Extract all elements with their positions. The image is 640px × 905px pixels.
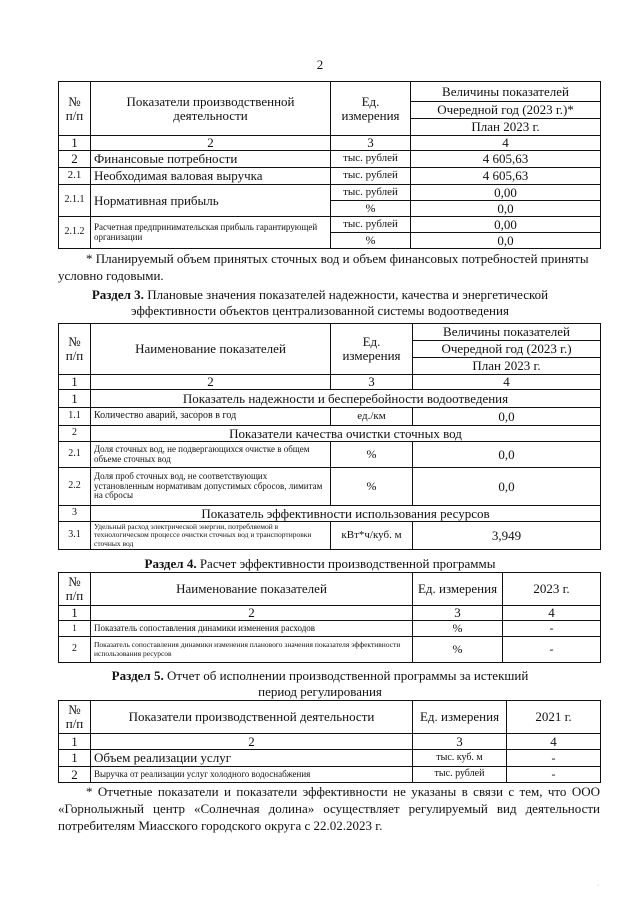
row-name: Доля сточных вод, не подвергающихся очистке в общем объеме сточных вод (91, 442, 331, 468)
table-row (59, 408, 601, 426)
header-unit: Ед. измерения (331, 82, 411, 136)
row-name: Необходимая валовая выручка (91, 168, 331, 185)
row-num: 2 (59, 767, 91, 783)
group-num: 2 (59, 426, 91, 442)
row-num: 1.1 (59, 408, 91, 426)
row-name: Показатель сопоставления динамики изменения расходов (91, 621, 413, 637)
header-indicator: Наименование показателей (91, 324, 331, 375)
table-row (59, 217, 601, 233)
row-value: 0,0 (413, 442, 601, 468)
index-cell: 3 (413, 734, 507, 750)
index-cell: 1 (59, 734, 91, 750)
group-title: Показатель эффективности использования ресурсов (91, 506, 601, 522)
row-num: 2.1 (59, 442, 91, 468)
group-row (59, 426, 601, 442)
index-cell: 3 (331, 375, 413, 390)
section-4-title: Расчет эффективности производственной программы (196, 556, 496, 571)
row-value: 0,00 (411, 217, 601, 233)
row-name: Финансовые потребности (91, 151, 331, 168)
row-name: Выручка от реализации услуг холодного водоснабжения (91, 767, 413, 783)
row-name: Доля проб сточных вод, не соответствующих установленным нормативам допустимых сбросов, лимитам на сбросы (91, 468, 331, 506)
header-values: Величины показателей (411, 82, 601, 102)
table-row (59, 621, 601, 637)
report-table (58, 700, 601, 783)
header-plan: План 2023 г. (411, 119, 601, 136)
table-row (59, 767, 601, 783)
page-number: 2 (316, 57, 324, 72)
row-num: 2 (59, 151, 91, 168)
index-cell: 2 (91, 375, 331, 390)
section-5-title: Отчет об исполнении производственной программы за истекший период регулирования (163, 668, 529, 699)
header-num: № п/п (59, 701, 91, 734)
row-value: - (507, 767, 601, 783)
header-unit: Ед. измерения (413, 573, 503, 606)
row-value: 3,949 (413, 522, 601, 550)
group-title: Показатель надежности и бесперебойности водоотведения (91, 390, 601, 408)
section-5-label: Раздел 5. (111, 668, 164, 683)
header-unit: Ед. измерения (413, 701, 507, 734)
row-unit: тыс. рублей (413, 767, 507, 783)
row-value: 0,0 (411, 201, 601, 217)
row-num: 2 (59, 637, 91, 663)
header-num: № п/п (59, 573, 91, 606)
note-2: * Отчетные показатели и показатели эффективности не указаны в связи с тем, что ООО «Горнолыжный центр «Солнечная долина» осуществляет регулируемый вид деятельности потребителям Миасского городского округа с 22.02.2023 г. (58, 784, 600, 833)
section-4-label: Раздел 4. (144, 556, 197, 571)
row-num: 2.2 (59, 468, 91, 506)
row-name: Объем реализации услуг (91, 750, 413, 767)
table-row (59, 750, 601, 767)
index-cell: 2 (91, 734, 413, 750)
row-num: 1 (59, 621, 91, 637)
row-unit: % (331, 468, 413, 506)
header-unit: Ед. измерения (331, 324, 413, 375)
row-unit: % (331, 233, 411, 249)
index-cell: 2 (91, 136, 331, 151)
table-row (59, 442, 601, 468)
row-value: - (503, 621, 601, 637)
header-year: 2021 г. (507, 701, 601, 734)
row-unit: тыс. куб. м (413, 750, 507, 767)
row-num: 2.1.2 (59, 217, 91, 249)
row-value: 4 605,63 (411, 168, 601, 185)
row-value: 4 605,63 (411, 151, 601, 168)
section-5-heading (100, 668, 540, 700)
row-unit: % (413, 637, 503, 663)
index-cell: 4 (503, 606, 601, 621)
table-row (59, 168, 601, 185)
header-values: Величины показателей (413, 324, 601, 341)
row-unit: % (331, 201, 411, 217)
row-unit: % (413, 621, 503, 637)
row-name: Расчетная предпринимательская прибыль гарантирующей организации (91, 217, 331, 249)
group-title: Показатели качества очистки сточных вод (91, 426, 601, 442)
index-cell: 4 (507, 734, 601, 750)
index-cell: 1 (59, 375, 91, 390)
row-name: Показатель сопоставления динамики изменения планового значения показателя эффективности использования ресурсов (91, 637, 413, 663)
header-next-year: Очередной год (2023 г.)* (411, 102, 601, 119)
efficiency-table (58, 572, 601, 663)
row-value: 0,0 (413, 468, 601, 506)
row-unit: тыс. рублей (331, 151, 411, 168)
row-value: 0,0 (411, 233, 601, 249)
group-row (59, 506, 601, 522)
section-3-title: Плановые значения показателей надежности, качества и энергетической эффективности объектов централизованной системы водоотведения (131, 287, 549, 318)
table-row (59, 185, 601, 201)
row-unit: кВт*ч/куб. м (331, 522, 413, 550)
group-num: 1 (59, 390, 91, 408)
header-indicator: Наименование показателей (91, 573, 413, 606)
reliability-indicators-table (58, 323, 601, 550)
index-cell: 2 (91, 606, 413, 621)
row-value: 0,0 (413, 408, 601, 426)
header-year: 2023 г. (503, 573, 601, 606)
row-name: Количество аварий, засоров в год (91, 408, 331, 426)
index-cell: 3 (413, 606, 503, 621)
index-cell: 3 (331, 136, 411, 151)
row-value: - (507, 750, 601, 767)
row-num: 1 (59, 750, 91, 767)
section-3-heading (60, 287, 580, 319)
header-next-year: Очередной год (2023 г.) (413, 341, 601, 358)
row-unit: % (331, 442, 413, 468)
row-value: 0,00 (411, 185, 601, 201)
index-cell: 4 (411, 136, 601, 151)
row-value: - (503, 637, 601, 663)
row-unit: ед./км (331, 408, 413, 426)
index-cell: 4 (413, 375, 601, 390)
row-name: Нормативная прибыль (91, 185, 331, 217)
table-row (59, 468, 601, 506)
note-1: * Планируемый объем принятых сточных вод и объем финансовых потребностей приняты условно годовыми. (58, 251, 589, 283)
group-row (59, 390, 601, 408)
section-3-label: Раздел 3. (91, 287, 144, 302)
row-name: Удельный расход электрической энергии, потребляемой в технологическом процессе очистки сточных вод и транспортировки сточных вод (91, 522, 331, 550)
row-unit: тыс. рублей (331, 217, 411, 233)
header-plan: План 2023 г. (413, 358, 601, 375)
header-num: № п/п (59, 82, 91, 136)
index-cell: 1 (59, 136, 91, 151)
row-unit: тыс. рублей (331, 185, 411, 201)
table-row (59, 151, 601, 168)
table-row (59, 637, 601, 663)
header-indicator: Показатели производственной деятельности (91, 701, 413, 734)
index-cell: 1 (59, 606, 91, 621)
row-num: 3.1 (59, 522, 91, 550)
header-indicator: Показатели производственной деятельности (91, 82, 331, 136)
row-num: 2.1 (59, 168, 91, 185)
production-indicators-table (58, 81, 601, 249)
group-num: 3 (59, 506, 91, 522)
table-row (59, 522, 601, 550)
section-4-heading (60, 556, 580, 572)
row-num: 2.1.1 (59, 185, 91, 217)
row-unit: тыс. рублей (331, 168, 411, 185)
scan-mark: · (597, 883, 599, 889)
header-num: № п/п (59, 324, 91, 375)
